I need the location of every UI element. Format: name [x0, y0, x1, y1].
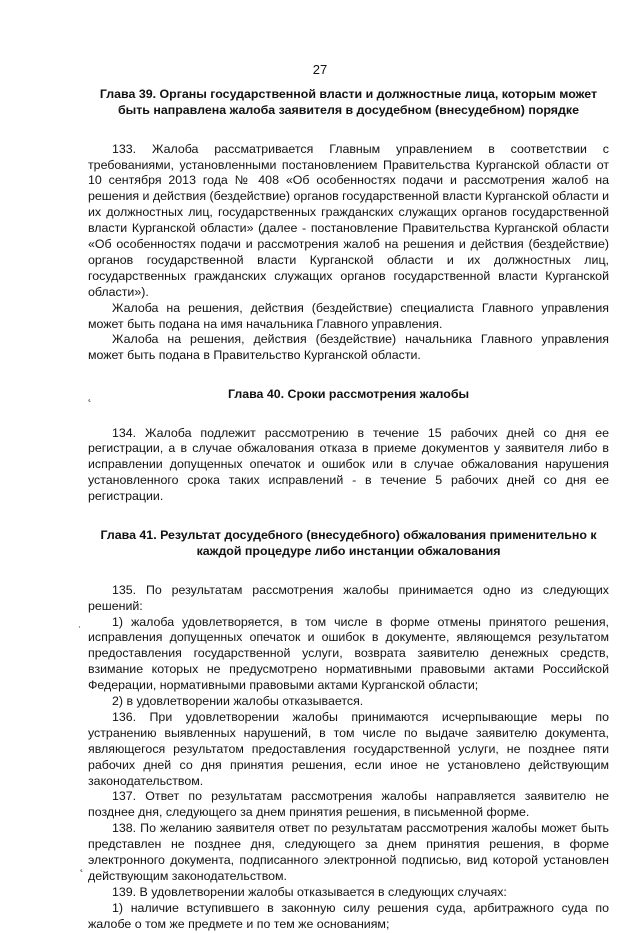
chapter-41-title: Глава 41. Результат досудебного (внесудебного) обжалования применительно к каждой процедуре либо инстанции обжалования: [100, 528, 597, 559]
paragraph-139-item-1: 1) наличие вступившего в законную силу решения суда, арбитражного суда по жалобе о том же предмете и по тем же основаниям;: [88, 900, 609, 931]
document-body: [88, 86, 609, 933]
page-number: 27: [312, 62, 328, 77]
chapter-40-title: Глава 40. Сроки рассмотрения жалобы: [227, 387, 470, 402]
paragraph-complaint-head: Жалоба на решения, действия (бездействие) начальника Главного управления может быть подана в Правительство Курганской области.: [88, 332, 609, 363]
paragraph-complaint-specialist: Жалоба на решения, действия (бездействие) специалиста Главного управления может быть подана на имя начальника Главного управления.: [88, 300, 609, 331]
paragraph-133: 133. Жалоба рассматривается Главным управлением в соответствии с требованиями, установленными постановлением Правительства Курганской области от 10 сентября 2013 года № 408 «Об особенностях подачи и рассмотрения жалоб на решения и действия (бездействие) органов государственной власти Курганской области и их должностных лиц, государственных гражданских служащих органов государственной власти Курганской области» (далее - постановление Правительства Курганской области «Об особенностях подачи и рассмотрения жалоб на решения и действия (бездействие) органов государственной власти Курганской области и их должностных лиц, государственных гражданских служащих органов государственной власти Курганской области»).: [88, 141, 609, 299]
paragraph-135-item-2: 2) в удовлетворении жалобы отказывается.: [112, 694, 364, 709]
scan-speck-mark: ˙: [78, 624, 82, 638]
paragraph-138: 138. По желанию заявителя ответ по результатам рассмотрения жалобы может быть представлен не позднее дня, следующего за днем принятия решения, в форме электронного документа, подписанного электронной подписью, вид которой установлен действующим законодательством.: [88, 821, 609, 884]
scan-speck-mark: ˛: [88, 388, 92, 402]
paragraph-135: 135. По результатам рассмотрения жалобы принимается одно из следующих решений:: [88, 582, 609, 613]
paragraph-137: 137. Ответ по результатам рассмотрения жалобы направляется заявителю не позднее дня, следующего за днем принятия решения, в письменной форме.: [88, 789, 609, 820]
scan-speck-mark: ˛: [80, 858, 84, 872]
paragraph-136: 136. При удовлетворении жалобы принимаются исчерпывающие меры по устранению выявленных нарушений, в том числе по выдаче заявителю документа, являющегося результатом предоставления государственной услуги, не позднее пяти рабочих дней со дня принятия решения, если иное не установлено действующим законодательством.: [88, 709, 609, 788]
chapter-39-title: Глава 39. Органы государственной власти и должностные лица, которым может быть направлена жалоба заявителя в досудебном (внесудебном) порядке: [99, 87, 598, 118]
paragraph-139: 139. В удовлетворении жалобы отказывается в следующих случаях:: [112, 884, 507, 899]
paragraph-134: 134. Жалоба подлежит рассмотрению в течение 15 рабочих дней со дня ее регистрации, а в случае обжалования отказа в приеме документов у заявителя либо в исправлении допущенных опечаток и ошибок или в случае обжалования нарушения установленного срока таких исправлений - в течение 5 рабочих дней со дня ее регистрации.: [88, 425, 609, 504]
paragraph-135-item-1: 1) жалоба удовлетворяется, в том числе в форме отмены принятого решения, исправления допущенных опечаток и ошибок в документе, являющемся результатом предоставления государственной услуги, возврата заявителю денежных средств, взимание которых не предусмотрено нормативными правовыми актами Российской Федерации, нормативными правовыми актами Курганской области;: [88, 614, 609, 693]
